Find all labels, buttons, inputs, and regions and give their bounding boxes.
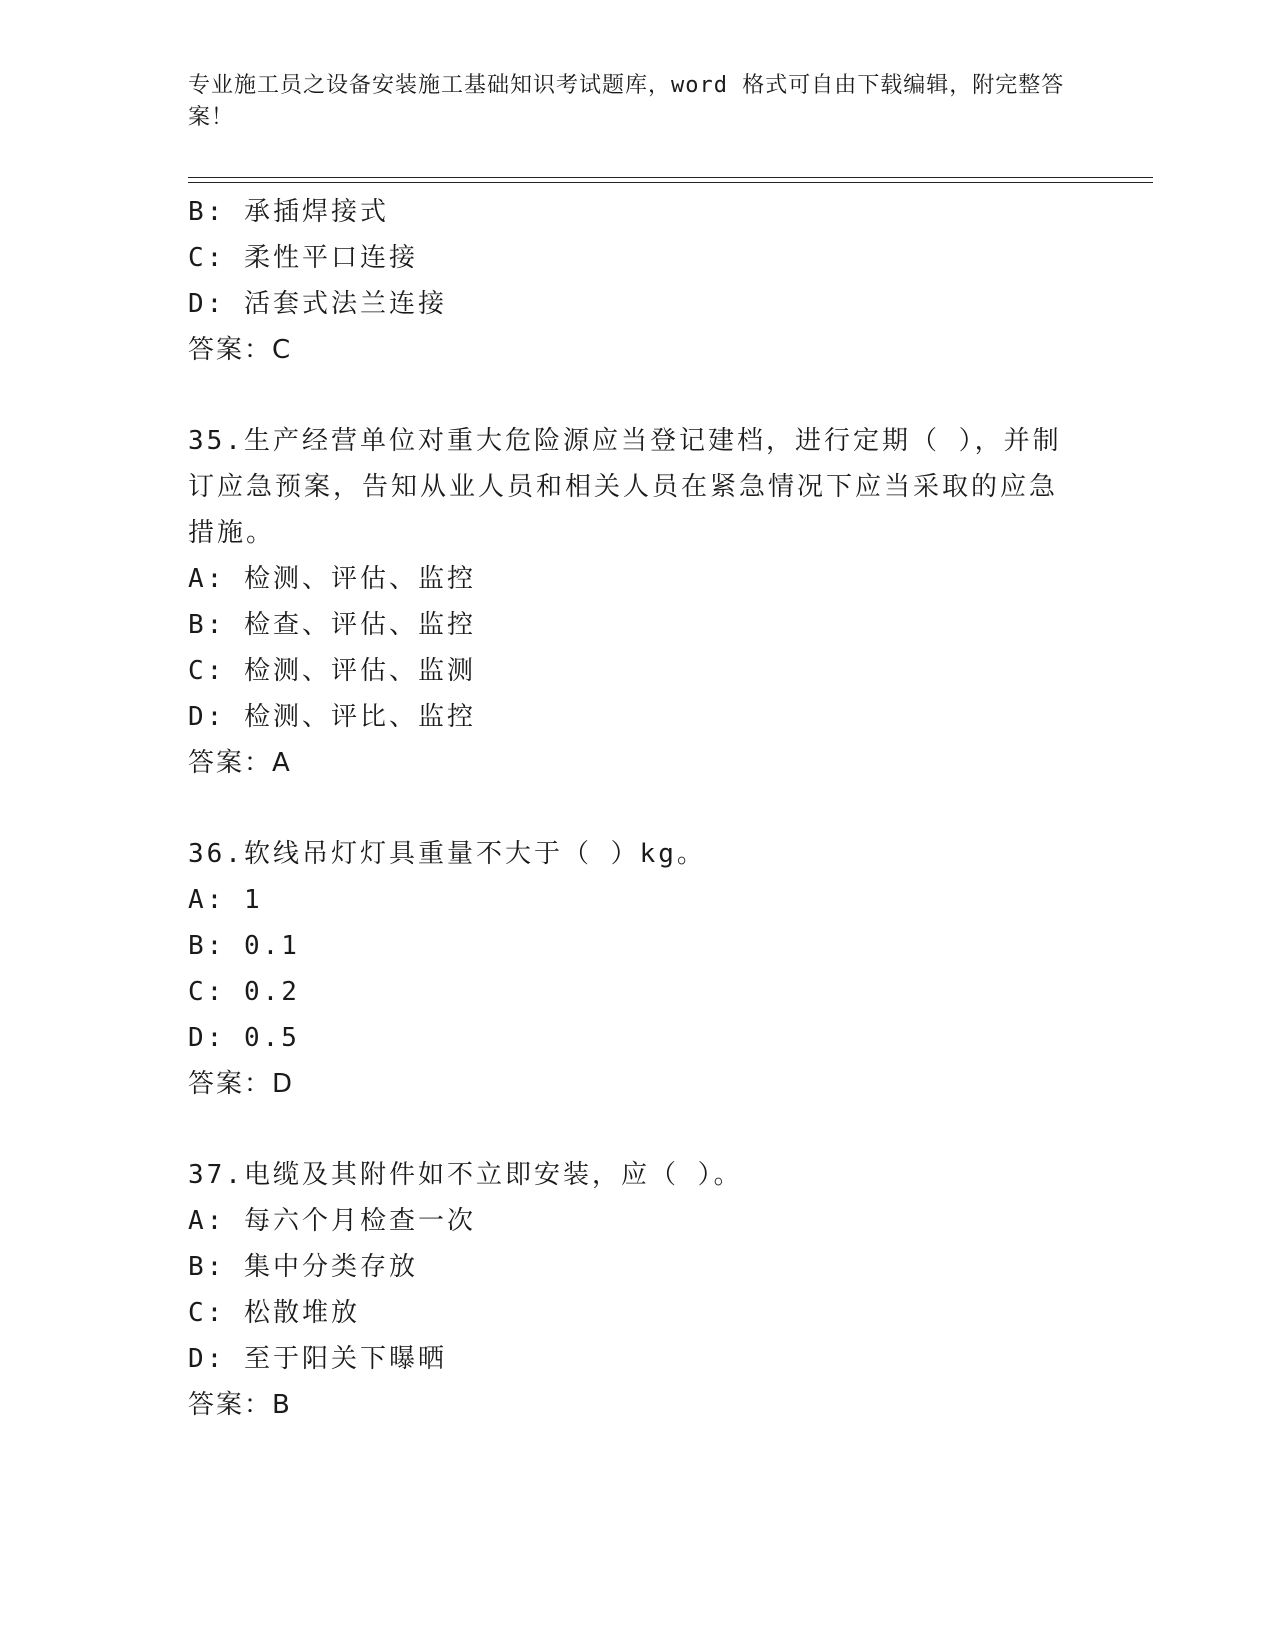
option-a: A: 检测、评估、监控 (188, 564, 476, 594)
question-stem: 36.软线吊灯灯具重量不大于（ ）kg。 (188, 839, 706, 869)
option-c: C: 检测、评估、监测 (188, 656, 476, 686)
option-d: D: 检测、评比、监控 (188, 702, 476, 732)
option-d: D: 0.5 (188, 1023, 300, 1053)
answer-line: 答案：D (188, 1069, 295, 1099)
question-36 (188, 831, 1088, 1107)
page-header: 专业施工员之设备安装施工基础知识考试题库，word 格式可自由下载编辑，附完整答案！ (188, 73, 1065, 130)
header-divider-bottom (188, 182, 1153, 183)
question-content (188, 189, 1088, 1428)
question-35 (188, 418, 1088, 786)
answer-line: 答案：C (188, 335, 293, 365)
option-c: C: 柔性平口连接 (188, 243, 418, 273)
option-d: D: 活套式法兰连接 (188, 289, 447, 319)
question-stem: 35.生产经营单位对重大危险源应当登记建档，进行定期（ ），并制订应急预案，告知从业人员和相关人员在紧急情况下应当采取的应急措施。 (188, 426, 1062, 548)
header-divider-top (188, 177, 1153, 178)
option-b: B: 集中分类存放 (188, 1252, 418, 1282)
answer-line: 答案：A (188, 748, 292, 778)
continued-question (188, 189, 1088, 373)
option-a: A: 1 (188, 885, 263, 915)
question-stem: 37.电缆及其附件如不立即安装，应（ ）。 (188, 1160, 743, 1190)
option-d: D: 至于阳关下曝晒 (188, 1344, 447, 1374)
answer-line: 答案：B (188, 1390, 292, 1420)
option-c: C: 0.2 (188, 977, 300, 1007)
option-c: C: 松散堆放 (188, 1298, 360, 1328)
option-b: B: 承插焊接式 (188, 197, 389, 227)
option-b: B: 检查、评估、监控 (188, 610, 476, 640)
option-a: A: 每六个月检查一次 (188, 1206, 476, 1236)
question-37 (188, 1152, 1088, 1428)
option-b: B: 0.1 (188, 931, 300, 961)
